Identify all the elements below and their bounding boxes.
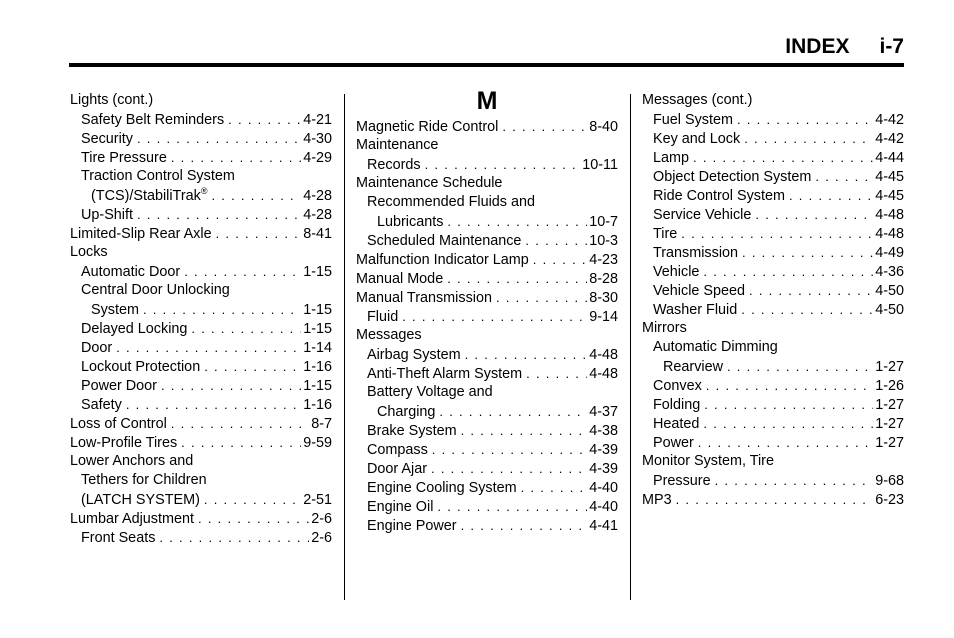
dot-leader: [755, 205, 873, 224]
entry-text: Maintenance Schedule: [356, 175, 503, 191]
dot-leader: [727, 357, 873, 376]
entry-page: 4-36: [875, 264, 904, 280]
entry-page: 1-27: [875, 359, 904, 375]
dot-leader: [447, 212, 587, 231]
dot-leader: [137, 205, 301, 224]
entry-page: 4-49: [875, 245, 904, 261]
index-entry: [356, 193, 618, 212]
index-entry: [356, 231, 618, 250]
index-entry: [356, 155, 618, 174]
entry-text: Vehicle Speed: [653, 283, 746, 299]
index-entry: [642, 319, 904, 338]
dot-leader: [216, 224, 302, 243]
index-entry: [356, 307, 618, 326]
dot-leader: [676, 490, 874, 509]
entry-page: 1-16: [303, 397, 332, 413]
entry-page: 4-23: [589, 252, 618, 268]
entry-text: Scheduled Maintenance: [367, 233, 522, 249]
dot-leader: [681, 224, 873, 243]
index-entry: [642, 243, 904, 262]
index-entry: [356, 117, 618, 136]
entry-page: 8-30: [589, 290, 618, 306]
entry-text: Front Seats: [81, 530, 156, 546]
entry-page: 10-3: [589, 233, 618, 249]
entry-page: 4-39: [589, 461, 618, 477]
dot-leader: [402, 307, 587, 326]
index-entry: [356, 288, 618, 307]
index-entry: [70, 224, 332, 243]
entry-text: Maintenance: [356, 137, 439, 153]
index-entry: [642, 205, 904, 224]
entry-page: 4-40: [589, 499, 618, 515]
dot-leader: [533, 250, 587, 269]
index-entry: [70, 433, 332, 452]
entry-page: 10-7: [589, 214, 618, 230]
index-entry: [70, 129, 332, 148]
index-entry: [642, 129, 904, 148]
index-entry: [642, 471, 904, 490]
index-entry: [356, 212, 618, 231]
index-entry: [642, 224, 904, 243]
entry-text: Battery Voltage and: [367, 384, 493, 400]
index-entry: [642, 433, 904, 452]
entry-text: Key and Lock: [653, 131, 741, 147]
entry-page: 4-42: [875, 112, 904, 128]
dot-leader: [137, 129, 301, 148]
entry-page: 1-27: [875, 435, 904, 451]
entry-page: 4-21: [303, 112, 332, 128]
dot-leader: [126, 395, 301, 414]
entry-text: Convex: [653, 378, 702, 394]
index-entry: [356, 402, 618, 421]
entry-text: Malfunction Indicator Lamp: [356, 252, 529, 268]
dot-leader: [742, 243, 873, 262]
index-entry: [642, 281, 904, 300]
index-entry: [642, 167, 904, 186]
index-entry: [356, 459, 618, 478]
index-entry: [70, 167, 332, 186]
entry-page: 1-26: [875, 378, 904, 394]
dot-leader: [526, 364, 587, 383]
entry-text: Brake System: [367, 423, 457, 439]
entry-page: 4-50: [875, 283, 904, 299]
dot-leader: [191, 319, 301, 338]
entry-page: 4-48: [589, 347, 618, 363]
entry-text: Lamp: [653, 150, 689, 166]
index-column-3: [642, 91, 904, 509]
index-entry: [642, 452, 904, 471]
entry-text: System: [91, 302, 139, 318]
index-entry: [356, 174, 618, 193]
entry-text: Lubricants: [377, 214, 444, 230]
dot-leader: [159, 528, 309, 547]
entry-text: Washer Fluid: [653, 302, 738, 318]
entry-text: Power Door: [81, 378, 157, 394]
dot-leader: [465, 345, 588, 364]
entry-page: 9-14: [589, 309, 618, 325]
entry-text: Engine Cooling System: [367, 480, 517, 496]
index-entry: [356, 497, 618, 516]
index-entry: [70, 528, 332, 547]
entry-text: Ride Control System: [653, 188, 785, 204]
dot-leader: [789, 186, 873, 205]
dot-leader: [228, 110, 301, 129]
entry-text: Power: [653, 435, 694, 451]
entry-text: Engine Oil: [367, 499, 434, 515]
dot-leader: [704, 395, 873, 414]
dot-leader: [703, 414, 873, 433]
entry-text: Lights (cont.): [70, 92, 154, 108]
index-entry: [356, 383, 618, 402]
entry-text: Manual Mode: [356, 271, 444, 287]
dot-leader: [698, 433, 873, 452]
entry-page: 2-6: [311, 511, 332, 527]
dot-leader: [447, 269, 587, 288]
entry-text: Records: [367, 157, 421, 173]
index-entry: [70, 319, 332, 338]
index-entry: [642, 262, 904, 281]
entry-page: 4-50: [875, 302, 904, 318]
dot-leader: [116, 338, 301, 357]
index-entry: [642, 414, 904, 433]
index-entry: [70, 509, 332, 528]
entry-page: 1-15: [303, 321, 332, 337]
entry-page: 4-37: [589, 404, 618, 420]
entry-text: Safety: [81, 397, 122, 413]
entry-text: Messages (cont.): [642, 92, 753, 108]
entry-text: Compass: [367, 442, 428, 458]
section-letter: M: [476, 87, 498, 115]
entry-text: Magnetic Ride Control: [356, 119, 499, 135]
entry-text: Up-Shift: [81, 207, 133, 223]
entry-text: Manual Transmission: [356, 290, 492, 306]
index-entry: [70, 490, 332, 509]
index-entry: [70, 414, 332, 433]
index-entry: [356, 440, 618, 459]
entry-text: Tire: [653, 226, 678, 242]
index-entry: [70, 281, 332, 300]
entry-page: 9-59: [303, 435, 332, 451]
dot-leader: [715, 471, 874, 490]
dot-leader: [204, 357, 301, 376]
dot-leader: [744, 129, 873, 148]
dot-leader: [525, 231, 587, 250]
entry-text: Low-Profile Tires: [70, 435, 178, 451]
entry-page: 9-68: [875, 473, 904, 489]
index-entry: [70, 300, 332, 319]
index-entry: [70, 395, 332, 414]
index-entry: [70, 243, 332, 262]
entry-page: 1-15: [303, 302, 332, 318]
entry-text: Locks: [70, 244, 108, 260]
dot-leader: [204, 490, 301, 509]
entry-text: Lower Anchors and: [70, 453, 194, 469]
entry-page: 4-42: [875, 131, 904, 147]
entry-text: Central Door Unlocking: [81, 282, 230, 298]
dot-leader: [737, 110, 873, 129]
dot-leader: [171, 148, 301, 167]
entry-text: Object Detection System: [653, 169, 812, 185]
index-entry: [642, 186, 904, 205]
index-entry: [356, 326, 618, 345]
entry-text: Safety Belt Reminders: [81, 112, 225, 128]
dot-leader: [741, 300, 873, 319]
index-entry: [70, 262, 332, 281]
dot-leader: [425, 155, 581, 174]
index-column-2: [356, 87, 618, 535]
entry-text: Fluid: [367, 309, 399, 325]
entry-text: Limited-Slip Rear Axle: [70, 226, 212, 242]
index-entry: [70, 110, 332, 129]
entry-text: Automatic Dimming: [653, 339, 778, 355]
entry-text: Traction Control System: [81, 168, 235, 184]
index-entry: [356, 478, 618, 497]
dot-leader: [161, 376, 301, 395]
entry-page: 1-27: [875, 397, 904, 413]
dot-leader: [496, 288, 587, 307]
dot-leader: [706, 376, 873, 395]
entry-text: Tethers for Children: [81, 472, 207, 488]
dot-leader: [184, 262, 301, 281]
index-entry: [70, 452, 332, 471]
page-number: i-7: [879, 35, 904, 58]
entry-text: Heated: [653, 416, 700, 432]
index-entry: [642, 338, 904, 357]
entry-text: Charging: [377, 404, 436, 420]
index-entry: [70, 471, 332, 490]
dot-leader: [749, 281, 873, 300]
index-entry: [642, 376, 904, 395]
index-entry: [356, 421, 618, 440]
entry-page: 1-16: [303, 359, 332, 375]
entry-text: Transmission: [653, 245, 739, 261]
index-entry: [70, 338, 332, 357]
index-entry: [70, 357, 332, 376]
index-entry: [642, 490, 904, 509]
entry-page: 4-48: [875, 207, 904, 223]
entry-text: (TCS)/StabiliTrak®: [91, 186, 208, 204]
index-entry: [642, 300, 904, 319]
index-entry: [70, 91, 332, 110]
dot-leader: [143, 300, 301, 319]
entry-text: Messages: [356, 327, 422, 343]
index-entry: [356, 136, 618, 155]
index-entry: [70, 205, 332, 224]
entry-text: Loss of Control: [70, 416, 167, 432]
entry-text: Recommended Fluids and: [367, 194, 535, 210]
index-entry: [356, 345, 618, 364]
dot-leader: [171, 414, 309, 433]
column-divider: [344, 94, 345, 600]
dot-leader: [198, 509, 309, 528]
entry-page: 4-28: [303, 207, 332, 223]
page-header: [785, 35, 904, 59]
dot-leader: [181, 433, 301, 452]
index-entry: [642, 148, 904, 167]
index-entry: [356, 364, 618, 383]
entry-text: Automatic Door: [81, 264, 181, 280]
entry-text: Airbag System: [367, 347, 461, 363]
column-divider: [630, 94, 631, 600]
entry-page: 4-41: [589, 518, 618, 534]
index-entry: [356, 516, 618, 535]
entry-text: Service Vehicle: [653, 207, 752, 223]
index-entry: [642, 91, 904, 110]
entry-text: Door: [81, 340, 113, 356]
dot-leader: [693, 148, 873, 167]
dot-leader: [437, 497, 587, 516]
entry-page: 4-48: [875, 226, 904, 242]
entry-text: Vehicle: [653, 264, 700, 280]
index-entry: [70, 186, 332, 205]
index-column-1: [70, 91, 332, 547]
entry-page: 4-39: [589, 442, 618, 458]
entry-text: Folding: [653, 397, 701, 413]
entry-page: 4-48: [589, 366, 618, 382]
dot-leader: [461, 516, 588, 535]
dot-leader: [211, 186, 301, 205]
entry-page: 8-28: [589, 271, 618, 287]
index-entry: [70, 148, 332, 167]
entry-page: 4-45: [875, 169, 904, 185]
entry-page: 2-51: [303, 492, 332, 508]
dot-leader: [815, 167, 873, 186]
entry-text: Delayed Locking: [81, 321, 188, 337]
page-title: INDEX: [785, 35, 850, 58]
entry-text: Monitor System, Tire: [642, 453, 774, 469]
dot-leader: [439, 402, 587, 421]
entry-page: 4-44: [875, 150, 904, 166]
entry-page: 4-30: [303, 131, 332, 147]
index-entry: [642, 357, 904, 376]
entry-page: 6-23: [875, 492, 904, 508]
index-entry: [356, 250, 618, 269]
entry-page: 8-7: [311, 416, 332, 432]
header-rule: [69, 63, 904, 67]
entry-page: 10-11: [582, 157, 618, 173]
dot-leader: [703, 262, 873, 281]
entry-page: 1-15: [303, 378, 332, 394]
entry-text: Lockout Protection: [81, 359, 201, 375]
dot-leader: [432, 440, 587, 459]
entry-page: 1-27: [875, 416, 904, 432]
dot-leader: [502, 117, 587, 136]
entry-page: 8-41: [303, 226, 332, 242]
entry-page: 4-45: [875, 188, 904, 204]
entry-page: 4-29: [303, 150, 332, 166]
entry-text: Door Ajar: [367, 461, 427, 477]
dot-leader: [431, 459, 587, 478]
entry-text: Engine Power: [367, 518, 457, 534]
entry-page: 8-40: [589, 119, 618, 135]
entry-page: 4-40: [589, 480, 618, 496]
entry-page: 4-28: [303, 188, 332, 204]
entry-text: Fuel System: [653, 112, 733, 128]
index-entry: [642, 110, 904, 129]
entry-text: MP3: [642, 492, 672, 508]
entry-text: Lumbar Adjustment: [70, 511, 194, 527]
entry-text: Security: [81, 131, 133, 147]
entry-text: Pressure: [653, 473, 711, 489]
dot-leader: [521, 478, 588, 497]
index-entry: [70, 376, 332, 395]
entry-text: Tire Pressure: [81, 150, 167, 166]
index-entry: [642, 395, 904, 414]
entry-page: 1-15: [303, 264, 332, 280]
entry-page: 1-14: [303, 340, 332, 356]
entry-page: 4-38: [589, 423, 618, 439]
entry-text: Mirrors: [642, 320, 687, 336]
entry-page: 2-6: [311, 530, 332, 546]
index-entry: [356, 269, 618, 288]
entry-text: (LATCH SYSTEM): [81, 492, 200, 508]
entry-text: Anti-Theft Alarm System: [367, 366, 523, 382]
entry-text: Rearview: [663, 359, 723, 375]
dot-leader: [461, 421, 588, 440]
